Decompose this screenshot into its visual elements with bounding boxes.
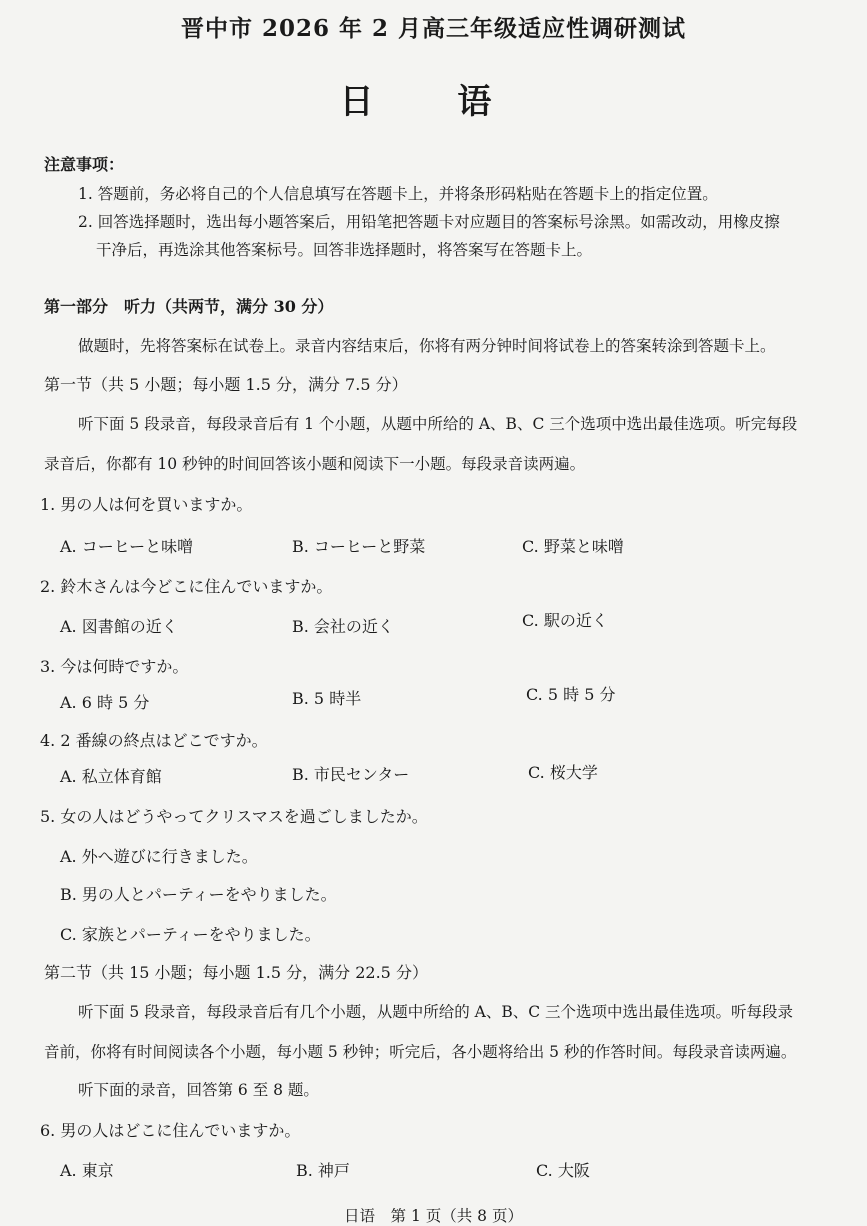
question-5: 5. 女の人はどうやってクリスマスを過ごしましたか。 [40,807,428,826]
section2-instr-2: 音前，你将有时间阅读各个小题，每小题 5 秒钟；听完后，各小题将给出 5 秒的作答时间。每段录音读两遍。 [44,1043,797,1061]
part1-heading: 第一部分 听力（共两节，满分 30 分） [44,297,334,316]
notice-item-1: 1. 答题前，务必将自己的个人信息填写在答题卡上，并将条形码粘贴在答题卡上的指定位置。 [78,185,718,203]
q5-option-b: B. 男の人とパーティーをやりました。 [60,885,337,904]
q3-option-c: C. 5 時 5 分 [526,685,616,704]
q2-option-b: B. 会社の近く [292,617,394,636]
q6-option-c: C. 大阪 [536,1161,590,1180]
question-2: 2. 鈴木さんは今どこに住んでいますか。 [40,577,333,596]
q2-option-a: A. 図書館の近く [60,617,178,636]
notice-heading: 注意事项： [44,155,125,174]
question-6: 6. 男の人はどこに住んでいますか。 [40,1121,301,1140]
q6-option-b: B. 神戸 [296,1161,350,1180]
q2-option-c: C. 駅の近く [522,611,608,630]
q4-option-b: B. 市民センター [292,765,410,784]
question-1: 1. 男の人は何を買いますか。 [40,495,253,514]
q4-option-a: A. 私立体育館 [60,767,162,786]
section1-heading: 第一节（共 5 小题；每小题 1.5 分，满分 7.5 分） [44,375,408,394]
page-footer: 日语 第 1 页（共 8 页） [344,1207,523,1225]
q5-option-c: C. 家族とパーティーをやりました。 [60,925,321,944]
part1-intro: 做题时，先将答案标在试卷上。录音内容结束后，你将有两分钟时间将试卷上的答案转涂到答题卡上。 [78,337,776,355]
section1-instr-2: 录音后，你都有 10 秒钟的时间回答该小题和阅读下一小题。每段录音读两遍。 [44,455,586,473]
q6-option-a: A. 東京 [60,1161,114,1180]
question-4: 4. 2 番線の終点はどこですか。 [40,731,268,750]
question-3: 3. 今は何時ですか。 [40,657,189,676]
q5-option-a: A. 外へ遊びに行きました。 [60,847,258,866]
section2-instr-3: 听下面的录音，回答第 6 至 8 题。 [78,1081,319,1099]
section2-instr-1: 听下面 5 段录音，每段录音后有几个小题，从题中所给的 A、B、C 三个选项中选出最佳选项。听每段录 [78,1003,794,1021]
q1-option-c: C. 野菜と味噌 [522,537,624,556]
subject-title: 日 语 [339,82,528,122]
q3-option-b: B. 5 時半 [292,689,362,708]
notice-item-2-cont: 干净后，再选涂其他答案标号。回答非选择题时，将答案写在答题卡上。 [96,241,593,259]
q4-option-c: C. 桜大学 [528,763,598,782]
section2-heading: 第二节（共 15 小题；每小题 1.5 分，满分 22.5 分） [44,963,428,982]
q1-option-a: A. コーヒーと味噌 [60,537,194,556]
section1-instr-1: 听下面 5 段录音，每段录音后有 1 个小题，从题中所给的 A、B、C 三个选项中选出最佳选项。听完每段 [78,415,798,433]
q1-option-b: B. コーヒーと野菜 [292,537,426,556]
exam-title: 晋中市 2026 年 2 月高三年级适应性调研测试 [180,15,687,42]
notice-item-2: 2. 回答选择题时，选出每小题答案后，用铅笔把答题卡对应题目的答案标号涂黑。如需改动，用橡皮擦 [78,213,780,231]
q3-option-a: A. 6 時 5 分 [60,693,150,712]
